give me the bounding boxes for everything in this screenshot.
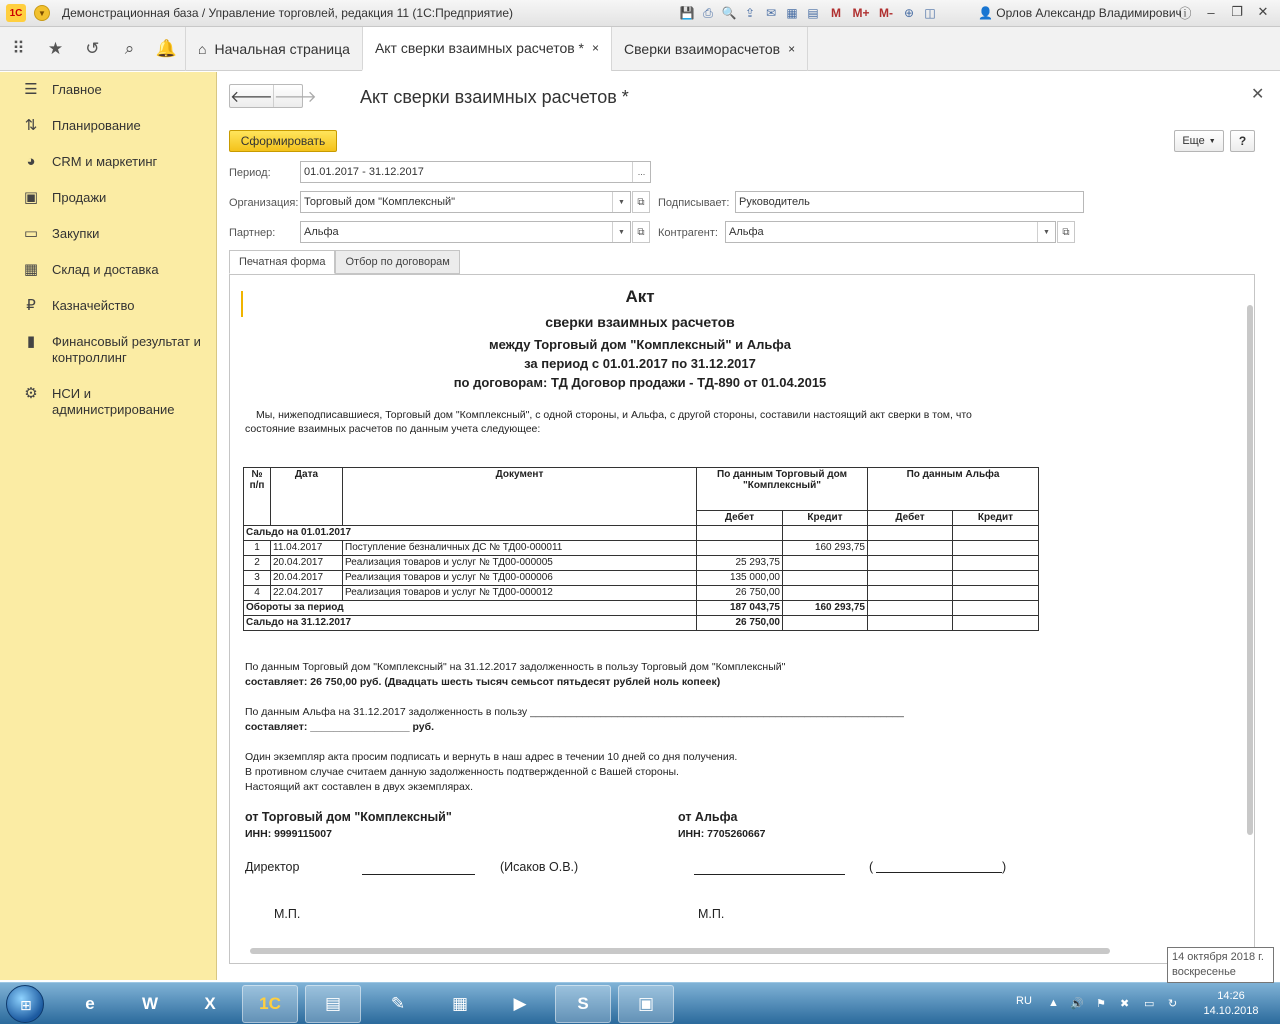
- inn-theirs: ИНН: 7705260667: [678, 828, 766, 840]
- table-row: [244, 586, 1039, 601]
- cell-credit: [783, 571, 868, 586]
- search-icon[interactable]: ⌕: [124, 38, 135, 58]
- open-counterparty-icon[interactable]: ⧉: [1057, 221, 1075, 243]
- spreadsheet-document: [240, 283, 1245, 953]
- close-tab-icon[interactable]: ×: [788, 41, 796, 56]
- sync-icon[interactable]: ↻: [1168, 998, 1178, 1010]
- sidebar-item-label: Финансовый результат и контроллинг: [52, 334, 201, 365]
- sidebar-item-sales[interactable]: [0, 180, 216, 216]
- doc-subtitle: сверки взаимных расчетов: [545, 314, 735, 330]
- turnover-debit: 187 043,75: [697, 601, 783, 616]
- chevron-down-icon: ▼: [1208, 137, 1216, 145]
- col-header-doc: Документ: [343, 468, 697, 526]
- counterparty-field[interactable]: [725, 221, 1056, 243]
- cell-doc: Реализация товаров и услуг № ТД00-000005: [343, 556, 697, 571]
- turnover-label: Обороты за период: [244, 601, 697, 616]
- user-name[interactable]: [978, 6, 1182, 20]
- doc-parties: между Торговый дом "Комплексный" и Альфа: [488, 337, 792, 352]
- warehouse-icon: ▦: [23, 261, 39, 278]
- info-icon[interactable]: ⓘ: [1178, 5, 1192, 21]
- sidebar-item-label: CRM и маркетинг: [52, 154, 158, 169]
- explorer-icon[interactable]: ▤: [305, 985, 361, 1023]
- their-debt-line2: составляет: _________________ руб.: [245, 721, 435, 733]
- more-button-label: Еще: [1182, 135, 1205, 147]
- more-button[interactable]: [1174, 130, 1224, 152]
- notepad-icon[interactable]: ✎: [390, 994, 406, 1013]
- panel-icon[interactable]: ◫: [924, 6, 936, 20]
- cell-date: 11.04.2017: [271, 541, 343, 556]
- tab-home[interactable]: [185, 27, 362, 71]
- org-field[interactable]: [300, 191, 631, 213]
- org-value: Торговый дом "Комплексный": [304, 196, 456, 208]
- planning-icon: ⇅: [24, 117, 38, 134]
- director-name: (Исаков О.В.): [500, 860, 579, 874]
- section-navbar: [0, 27, 1280, 71]
- tab-print-form[interactable]: Печатная форма: [229, 250, 335, 274]
- col-header-theirs: По данным Альфа: [868, 468, 1039, 511]
- counterparty-label: Контрагент:: [658, 227, 718, 239]
- sales-icon: ▣: [23, 189, 39, 206]
- signature-line: [362, 874, 475, 875]
- col-header-credit: Кредит: [783, 511, 868, 526]
- terminal-icon[interactable]: ▣: [618, 985, 674, 1023]
- calculator-icon[interactable]: ▦: [451, 994, 469, 1013]
- cell-doc: Реализация товаров и услуг № ТД00-000012: [343, 586, 697, 601]
- signer-value: Руководитель: [739, 196, 810, 208]
- cell-date: 22.04.2017: [271, 586, 343, 601]
- window-controls: [1174, 2, 1274, 22]
- vertical-scrollbar[interactable]: [1245, 283, 1255, 943]
- cell-credit: 160 293,75: [783, 541, 868, 556]
- from-ours: от Торговый дом "Комплексный": [245, 810, 452, 824]
- zoom-icon[interactable]: ⊕: [903, 6, 915, 20]
- doc-title: Акт: [625, 287, 655, 306]
- toolbar-icons: [678, 4, 939, 22]
- signer-field[interactable]: [735, 191, 1084, 213]
- cell-credit: [783, 586, 868, 601]
- close-tab-icon[interactable]: ×: [592, 40, 600, 55]
- cell-debit: 135 000,00: [697, 571, 783, 586]
- cart-icon: ▭: [23, 225, 39, 242]
- opening-balance-row: [244, 526, 1039, 541]
- windows-taskbar: [0, 982, 1280, 1024]
- memory-plus-button[interactable]: M+: [852, 6, 870, 20]
- sidebar-item-main[interactable]: [0, 72, 216, 108]
- history-icon[interactable]: ↺: [85, 38, 100, 58]
- close-window-button[interactable]: ✕: [1257, 4, 1269, 19]
- cell-num: 3: [244, 571, 271, 586]
- flag-icon[interactable]: ⚑: [1096, 998, 1106, 1010]
- back-arrow-icon[interactable]: 🡐: [230, 88, 273, 106]
- partner-field[interactable]: [300, 221, 631, 243]
- start-button[interactable]: [6, 985, 44, 1023]
- tab-reconciliations-label: Сверки взаиморасчетов: [624, 40, 781, 57]
- excel-icon[interactable]: X: [204, 994, 216, 1013]
- col-header-debit: Дебет: [868, 511, 953, 526]
- reconciliation-table: [243, 467, 1039, 631]
- form-tabs: [229, 250, 460, 274]
- cell-num: 4: [244, 586, 271, 601]
- language-indicator[interactable]: RU: [1016, 995, 1032, 1007]
- chevron-down-icon[interactable]: ▼: [1037, 222, 1055, 242]
- sidebar-item-warehouse[interactable]: [0, 252, 216, 288]
- word-icon[interactable]: W: [141, 994, 159, 1013]
- 1c-logo-icon: 1С: [6, 4, 26, 22]
- col-header-date: Дата: [271, 468, 343, 526]
- from-theirs: от Альфа: [678, 810, 738, 824]
- chevron-down-icon[interactable]: ▼: [612, 222, 630, 242]
- cell-doc: Поступление безналичных ДС № ТД00-000011: [343, 541, 697, 556]
- tooltip-date: 14 октября 2018 г.: [1172, 951, 1264, 963]
- close-form-icon[interactable]: ✕: [1251, 86, 1265, 103]
- crm-icon: ◕: [26, 153, 36, 170]
- clock-time: 14:26: [1217, 990, 1245, 1002]
- sidebar-item-label: Склад и доставка: [52, 262, 159, 277]
- signer-label: Подписывает:: [658, 197, 730, 209]
- sidebar-item-label: Закупки: [52, 226, 100, 241]
- generate-button[interactable]: Сформировать: [229, 130, 337, 152]
- sidebar-item-label: НСИ и администрирование: [52, 386, 175, 417]
- treasury-icon: ₽: [26, 297, 36, 314]
- form-area: [217, 72, 1280, 980]
- their-debt-line1: По данным Альфа на 31.12.2017 задолженность в пользу ________________________________________________________________: [245, 706, 904, 718]
- cell-doc: Реализация товаров и услуг № ТД00-000006: [343, 571, 697, 586]
- windows-logo-icon: ⊞: [20, 997, 32, 1013]
- period-field[interactable]: [300, 161, 651, 183]
- doc-period: за период с 01.01.2017 по 31.12.2017: [524, 356, 756, 371]
- cell-debit: [697, 541, 783, 556]
- col-header-num: № п/п: [244, 468, 271, 526]
- sidebar-item-finance[interactable]: [0, 324, 216, 376]
- col-header-ours: По данным Торговый дом "Комплексный": [697, 468, 868, 511]
- print-form-frame: [229, 274, 1255, 964]
- cell-date: 20.04.2017: [271, 571, 343, 586]
- table-row: [244, 556, 1039, 571]
- opening-balance-label: Сальдо на 01.01.2017: [244, 526, 697, 541]
- sidebar-item-admin[interactable]: [0, 376, 216, 428]
- main-menu-button[interactable]: ▼: [34, 5, 50, 21]
- clock[interactable]: [1196, 989, 1266, 1019]
- chevron-down-icon[interactable]: ▼: [612, 192, 630, 212]
- display-icon[interactable]: ▭: [1144, 998, 1155, 1010]
- favorites-star-icon[interactable]: ★: [47, 38, 64, 58]
- sidebar-item-label: Главное: [52, 82, 102, 97]
- partner-value: Альфа: [304, 226, 339, 238]
- menu-icon: ☰: [24, 81, 38, 98]
- period-select-button[interactable]: ...: [632, 162, 650, 182]
- save-icon[interactable]: 💾: [679, 6, 695, 20]
- partner-label: Партнер:: [229, 227, 276, 239]
- tooltip-weekday: воскресенье: [1172, 966, 1236, 978]
- director-label: Директор: [245, 860, 300, 874]
- sidebar-item-label: Казначейство: [52, 298, 135, 313]
- period-label: Период:: [229, 167, 271, 179]
- sections-sidebar: [0, 72, 217, 980]
- period-value: 01.01.2017 - 31.12.2017: [304, 166, 424, 178]
- turnover-credit: 160 293,75: [783, 601, 868, 616]
- stamp-theirs: М.П.: [698, 907, 725, 921]
- clock-date: 14.10.2018: [1203, 1005, 1259, 1017]
- cell-debit: 26 750,00: [697, 586, 783, 601]
- sidebar-item-crm[interactable]: [0, 144, 216, 180]
- sidebar-item-planning[interactable]: [0, 108, 216, 144]
- history-nav-buttons: [229, 84, 317, 108]
- tab-reconciliation-act-label: Акт сверки взаимных расчетов *: [374, 39, 585, 56]
- sidebar-item-label: Планирование: [52, 118, 141, 133]
- tray-expand-icon[interactable]: ▲: [1048, 997, 1059, 1009]
- intro-line2: состояние взаимных расчетов по данным учета следующее:: [245, 423, 541, 435]
- tab-home-label: Начальная страница: [214, 40, 350, 57]
- network-icon[interactable]: ✖: [1120, 998, 1130, 1010]
- note-line3: Настоящий акт составлен в двух экземплярах.: [245, 781, 474, 793]
- col-header-credit: Кредит: [953, 511, 1039, 526]
- counterparty-value: Альфа: [729, 226, 764, 238]
- upload-icon[interactable]: ⇪: [744, 6, 756, 20]
- inn-ours: ИНН: 9999115007: [245, 828, 332, 840]
- our-debt-line1: По данным Торговый дом "Комплексный" на 31.12.2017 задолженность в пользу Торговый дом "Комплексный": [245, 661, 786, 673]
- window-titlebar: [0, 0, 1280, 27]
- cell-num: 1: [244, 541, 271, 556]
- col-header-debit: Дебет: [697, 511, 783, 526]
- signature-line: [694, 874, 845, 875]
- cell-debit: 25 293,75: [697, 556, 783, 571]
- user-label: Орлов Александр Владимирович: [996, 6, 1182, 20]
- closing-balance-row: [244, 616, 1039, 631]
- tab-contract-filter[interactable]: Отбор по договорам: [335, 250, 459, 274]
- closing-balance-label: Сальдо на 31.12.2017: [244, 616, 697, 631]
- print-icon[interactable]: ⎙: [703, 5, 713, 20]
- finance-icon: ▮: [26, 333, 36, 350]
- cell-date: 20.04.2017: [271, 556, 343, 571]
- note-line2: В противном случае считаем данную задолженность подтвержденной с Вашей стороны.: [245, 766, 679, 778]
- settings-icon: ⚙: [24, 385, 38, 402]
- form-title: Акт сверки взаимных расчетов *: [360, 87, 629, 107]
- signature-line: [876, 872, 1002, 873]
- sign-open-paren: (: [869, 860, 874, 874]
- tab-reconciliation-act[interactable]: [362, 27, 611, 71]
- user-icon: 👤: [978, 6, 993, 20]
- window-title: Демонстрационная база / Управление торговлей, редакция 11 (1С:Предприятие): [62, 6, 514, 20]
- help-button[interactable]: ?: [1230, 130, 1255, 152]
- scroll-thumb[interactable]: [1247, 305, 1253, 835]
- home-icon: ⌂: [198, 40, 207, 57]
- ie-icon[interactable]: e: [85, 994, 95, 1013]
- memory-minus-button[interactable]: M-: [879, 6, 893, 20]
- minimize-button[interactable]: –: [1207, 4, 1215, 20]
- org-label: Организация:: [229, 197, 299, 209]
- our-debt-line2: составляет: 26 750,00 руб. (Двадцать шесть тысяч семьсот пятьдесят рублей ноль копеек): [245, 676, 721, 688]
- table-row: [244, 541, 1039, 556]
- open-partner-icon[interactable]: ⧉: [632, 221, 650, 243]
- calendar-icon[interactable]: ▤: [807, 6, 819, 20]
- media-player-icon[interactable]: ▶: [513, 994, 527, 1013]
- cell-num: 2: [244, 556, 271, 571]
- notifications-bell-icon[interactable]: 🔔: [155, 38, 178, 58]
- scroll-thumb[interactable]: [250, 948, 1110, 954]
- closing-debit: 26 750,00: [697, 616, 783, 631]
- sign-close-paren: ): [1002, 860, 1007, 874]
- note-line1: Один экземпляр акта просим подписать и вернуть в наш адрес в течении 10 дней со дня получения.: [245, 751, 738, 763]
- tab-reconciliations[interactable]: [611, 27, 808, 71]
- turnover-row: [244, 601, 1039, 616]
- mail-icon[interactable]: ✉: [765, 6, 777, 20]
- horizontal-scrollbar[interactable]: [240, 947, 1245, 955]
- calc-icon[interactable]: ▦: [786, 6, 798, 20]
- stamp-ours: М.П.: [274, 907, 301, 921]
- table-row: [244, 571, 1039, 586]
- preview-icon[interactable]: 🔍: [721, 6, 737, 20]
- apps-grid-icon[interactable]: ⠿: [12, 38, 25, 58]
- doc-contracts: по договорам: ТД Договор продажи - ТД-890 от 01.04.2015: [453, 375, 827, 390]
- sidebar-item-label: Продажи: [52, 190, 107, 205]
- volume-icon[interactable]: 🔊: [1070, 998, 1084, 1010]
- open-org-icon[interactable]: ⧉: [632, 191, 650, 213]
- intro-line1: Мы, нижеподписавшиеся, Торговый дом "Комплексный", с одной стороны, и Альфа, с другой стороны, составили настоящий акт сверки в том, что: [256, 409, 972, 421]
- maximize-button[interactable]: ❐: [1231, 4, 1243, 19]
- skype-icon[interactable]: S: [555, 985, 611, 1023]
- cell-credit: [783, 556, 868, 571]
- sidebar-item-purchases[interactable]: [0, 216, 216, 252]
- 1c-app-icon[interactable]: 1C: [242, 985, 298, 1023]
- date-tooltip: [1167, 947, 1274, 983]
- sidebar-item-treasury[interactable]: [0, 288, 216, 324]
- memory-m-button[interactable]: M: [831, 6, 841, 20]
- forward-arrow-icon[interactable]: 🡒: [273, 85, 317, 107]
